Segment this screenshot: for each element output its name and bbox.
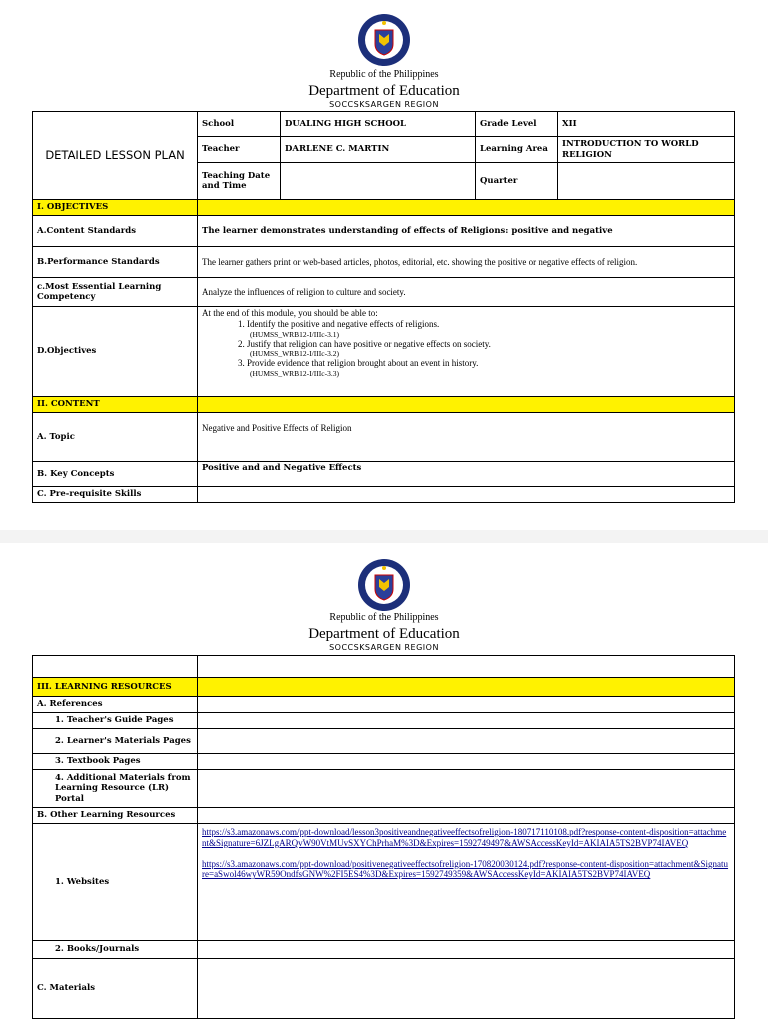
websites-label: 1. Websites [33, 824, 198, 941]
grade-level-value: XII [558, 112, 735, 137]
deped-seal-icon [357, 13, 411, 67]
content-standards-value: The learner demonstrates understanding of effects of Religions: positive and negative [198, 216, 735, 247]
topic-value: Negative and Positive Effects of Religion [198, 413, 735, 462]
objectives-list [198, 307, 735, 397]
department-title: Department of Education [308, 626, 460, 642]
learning-area-value: INTRODUCTION TO WORLD RELIGION [558, 137, 735, 163]
prerequisite-skills-value [198, 487, 735, 503]
quarter-value [558, 163, 735, 200]
objectives-heading: I. OBJECTIVES [33, 200, 198, 216]
textbook-pages-label: 3. Textbook Pages [33, 754, 198, 770]
materials-label: C. Materials [33, 959, 198, 1019]
other-resources-value [198, 808, 735, 824]
department-title: Department of Education [308, 83, 460, 99]
learning-resources-heading-fill [198, 678, 735, 697]
lesson-plan-table-1 [32, 111, 735, 503]
websites-links [198, 824, 735, 941]
teacher-label: Teacher [198, 137, 281, 163]
objective-item: 3. Provide evidence that religion brought about an event in history. [238, 358, 479, 369]
school-value: DUALING HIGH SCHOOL [281, 112, 476, 137]
teaching-date-value [281, 163, 476, 200]
teachers-guide-value [198, 713, 735, 729]
website-link-2[interactable]: https://s3.amazonaws.com/ppt-download/positivenegativeeffectsofreligion-170820030124.pdf?response-content-disposition=attachment&Signature=aSwol46wyWR59OndfsGNW%2FI5ES4%3D&Expires=1592749359&AWSAccessKeyId=AKIAIA5TS2BVP74IAVEQ [202, 858, 729, 880]
grade-level-label: Grade Level [476, 112, 558, 137]
references-value [198, 697, 735, 713]
performance-standards-value: The learner gathers print or web-based articles, photos, editorial, etc. showing the positive or negative effects of religion. [198, 247, 735, 278]
textbook-pages-value [198, 754, 735, 770]
prerequisite-skills-label: C. Pre-requisite Skills [33, 487, 198, 503]
learners-materials-value [198, 729, 735, 754]
lesson-plan-table-2 [32, 655, 735, 1019]
objective-item: 2. Justify that religion can have positive or negative effects on society. [238, 338, 491, 349]
document-page-2 [0, 543, 768, 1024]
objective-code: (HUMSS_WRB12-I/IIIc-3.3) [250, 369, 339, 379]
content-heading-fill [198, 397, 735, 413]
teaching-date-label: Teaching Date and Time [198, 163, 281, 200]
melc-label: c.Most Essential Learning Competency [33, 278, 198, 307]
objective-code: (HUMSS_WRB12-I/IIIc-3.2) [250, 349, 339, 359]
learners-materials-label: 2. Learner's Materials Pages [33, 729, 198, 754]
books-journals-label: 2. Books/Journals [33, 941, 198, 959]
objective-code: (HUMSS_WRB12-I/IIIc-3.1) [250, 329, 339, 339]
content-heading: II. CONTENT [33, 397, 198, 413]
melc-value: Analyze the influences of religion to culture and society. [198, 278, 735, 307]
performance-standards-label: B.Performance Standards [33, 247, 198, 278]
website-link-1[interactable]: https://s3.amazonaws.com/ppt-download/lesson3positiveandnegativeeffectsofreligion-180717110108.pdf?response-content-disposition=attachment&Signature=6JZLgARQvW90VtMUvSXYChPrhaM%3D&Expires=1592749497&AWSAccessKeyId=AKIAIA5TS2BVP74IAVEQ [202, 827, 727, 848]
school-label: School [198, 112, 281, 137]
teachers-guide-label: 1. Teacher's Guide Pages [33, 713, 198, 729]
materials-value [198, 959, 735, 1019]
objectives-intro: At the end of this module, you should be able to: [202, 308, 378, 318]
blank-cell [33, 656, 198, 678]
content-standards-label: A.Content Standards [33, 216, 198, 247]
objectives-label: D.Objectives [33, 307, 198, 397]
learning-resources-heading: III. LEARNING RESOURCES [33, 678, 198, 697]
quarter-label: Quarter [476, 163, 558, 200]
teacher-value: DARLENE C. MARTIN [281, 137, 476, 163]
republic-label: Republic of the Philippines [329, 69, 439, 80]
blank-cell [198, 656, 735, 678]
other-resources-label: B. Other Learning Resources [33, 808, 198, 824]
republic-label: Republic of the Philippines [329, 612, 439, 623]
additional-materials-label: 4. Additional Materials from Learning Resource (LR) Portal [33, 770, 198, 808]
objectives-heading-fill [198, 200, 735, 216]
additional-materials-value [198, 770, 735, 808]
lesson-plan-title: DETAILED LESSON PLAN [33, 112, 198, 200]
deped-seal-icon [357, 558, 411, 612]
key-concepts-label: B. Key Concepts [33, 462, 198, 487]
objective-item: 1. Identify the positive and negative effects of religions. [238, 318, 440, 329]
books-journals-value [198, 941, 735, 959]
topic-label: A. Topic [33, 413, 198, 462]
key-concepts-value: Positive and and Negative Effects [198, 462, 735, 487]
region-label: SOCCSKSARGEN REGION [329, 100, 439, 109]
region-label: SOCCSKSARGEN REGION [329, 643, 439, 652]
learning-area-label: Learning Area [476, 137, 558, 163]
references-label: A. References [33, 697, 198, 713]
